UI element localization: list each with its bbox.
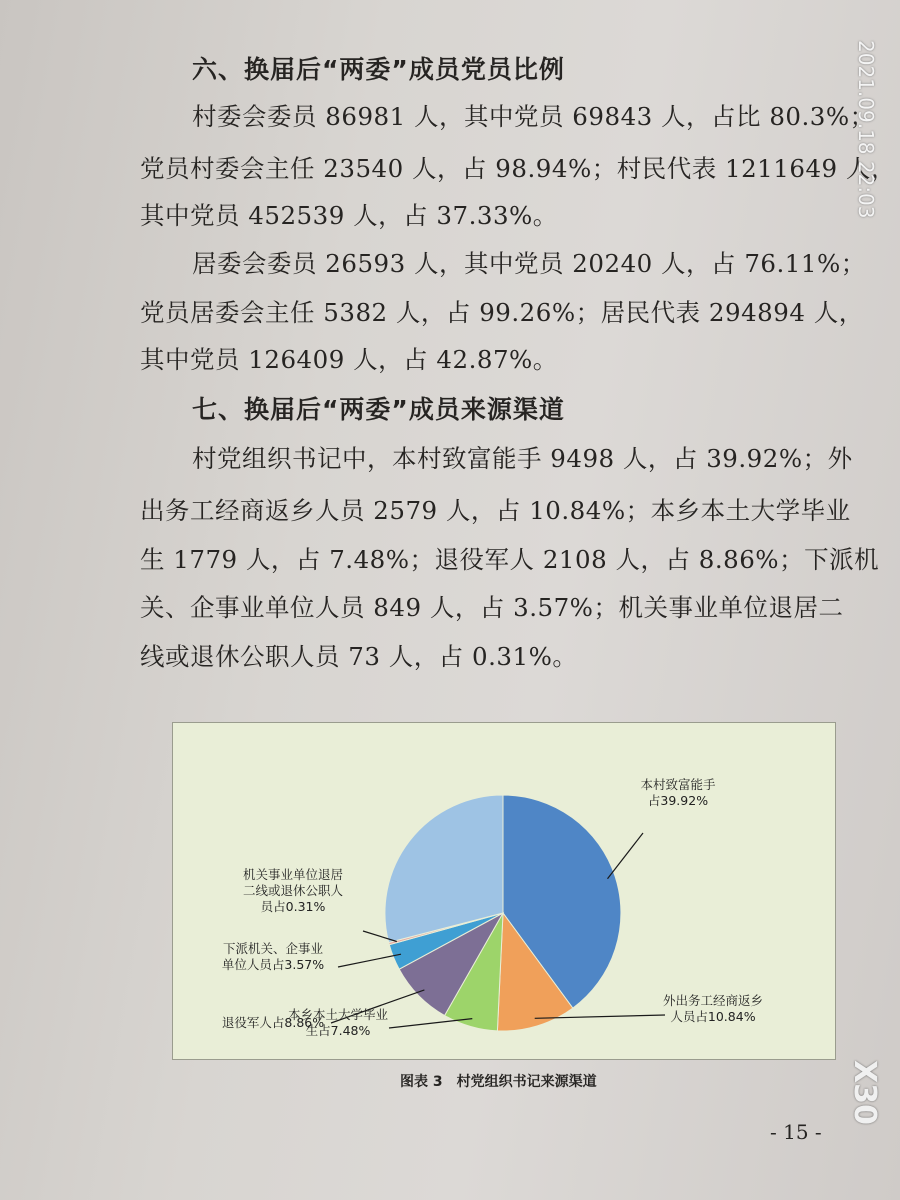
pie-label-3: 退役军人占8.86% <box>221 1015 325 1030</box>
pie-label-5: 机关事业单位退居二线或退休公职人员占0.31% <box>242 867 344 914</box>
section-7-line-5: 线或退休公职人员 73 人，占 0.31%。 <box>140 642 578 671</box>
section-6-line-5: 党员居委会主任 5382 人，占 99.26%；居民代表 294894 人， <box>140 298 864 327</box>
section-7-line-3: 生 1779 人，占 7.48%；退役军人 2108 人，占 8.86%；下派机 <box>140 545 880 574</box>
pie-label-2: 本乡本土大学毕业生占7.48% <box>287 1007 389 1038</box>
page-number: - 15 - <box>770 1120 822 1144</box>
camera-brand-watermark: X30 <box>847 1060 882 1125</box>
chart-figure <box>172 722 836 1060</box>
section-7-line-2: 出务工经商返乡人员 2579 人，占 10.84%；本乡本土大学毕业 <box>140 496 851 525</box>
section-6-line-2: 党员村委会主任 23540 人，占 98.94%；村民代表 1211649 人， <box>140 154 896 183</box>
section-6-line-1: 村委会委员 86981 人，其中党员 69843 人，占比 80.3%； <box>192 102 875 131</box>
section-6-line-3: 其中党员 452539 人，占 37.33%。 <box>140 201 558 230</box>
pie-label-1: 外出务工经商返乡人员占10.84% <box>662 993 764 1024</box>
pie-label-0: 本村致富能手占39.92% <box>640 777 716 808</box>
pie-leader-line-0 <box>608 833 644 879</box>
chart-caption: 图表 3 村党组织书记来源渠道 <box>400 1074 597 1090</box>
section-6-line-6: 其中党员 126409 人，占 42.87%。 <box>140 345 558 374</box>
pie-label-4: 下派机关、企事业单位人员占3.57% <box>221 941 325 972</box>
section-7-line-1: 村党组织书记中，本村致富能手 9498 人，占 39.92%；外 <box>192 444 853 473</box>
section-7-line-4: 关、企事业单位人员 849 人，占 3.57%；机关事业单位退居二 <box>140 593 844 622</box>
photo-timestamp: 2021.09.18 22:03 <box>854 40 878 219</box>
pie-chart <box>173 723 835 1059</box>
section-6-heading: 六、换届后“两委”成员党员比例 <box>192 55 565 84</box>
pie-leader-line-4 <box>338 954 401 967</box>
section-6-line-4: 居委会委员 26593 人，其中党员 20240 人，占 76.11%； <box>192 249 866 278</box>
section-7-heading: 七、换届后“两委”成员来源渠道 <box>192 395 565 424</box>
